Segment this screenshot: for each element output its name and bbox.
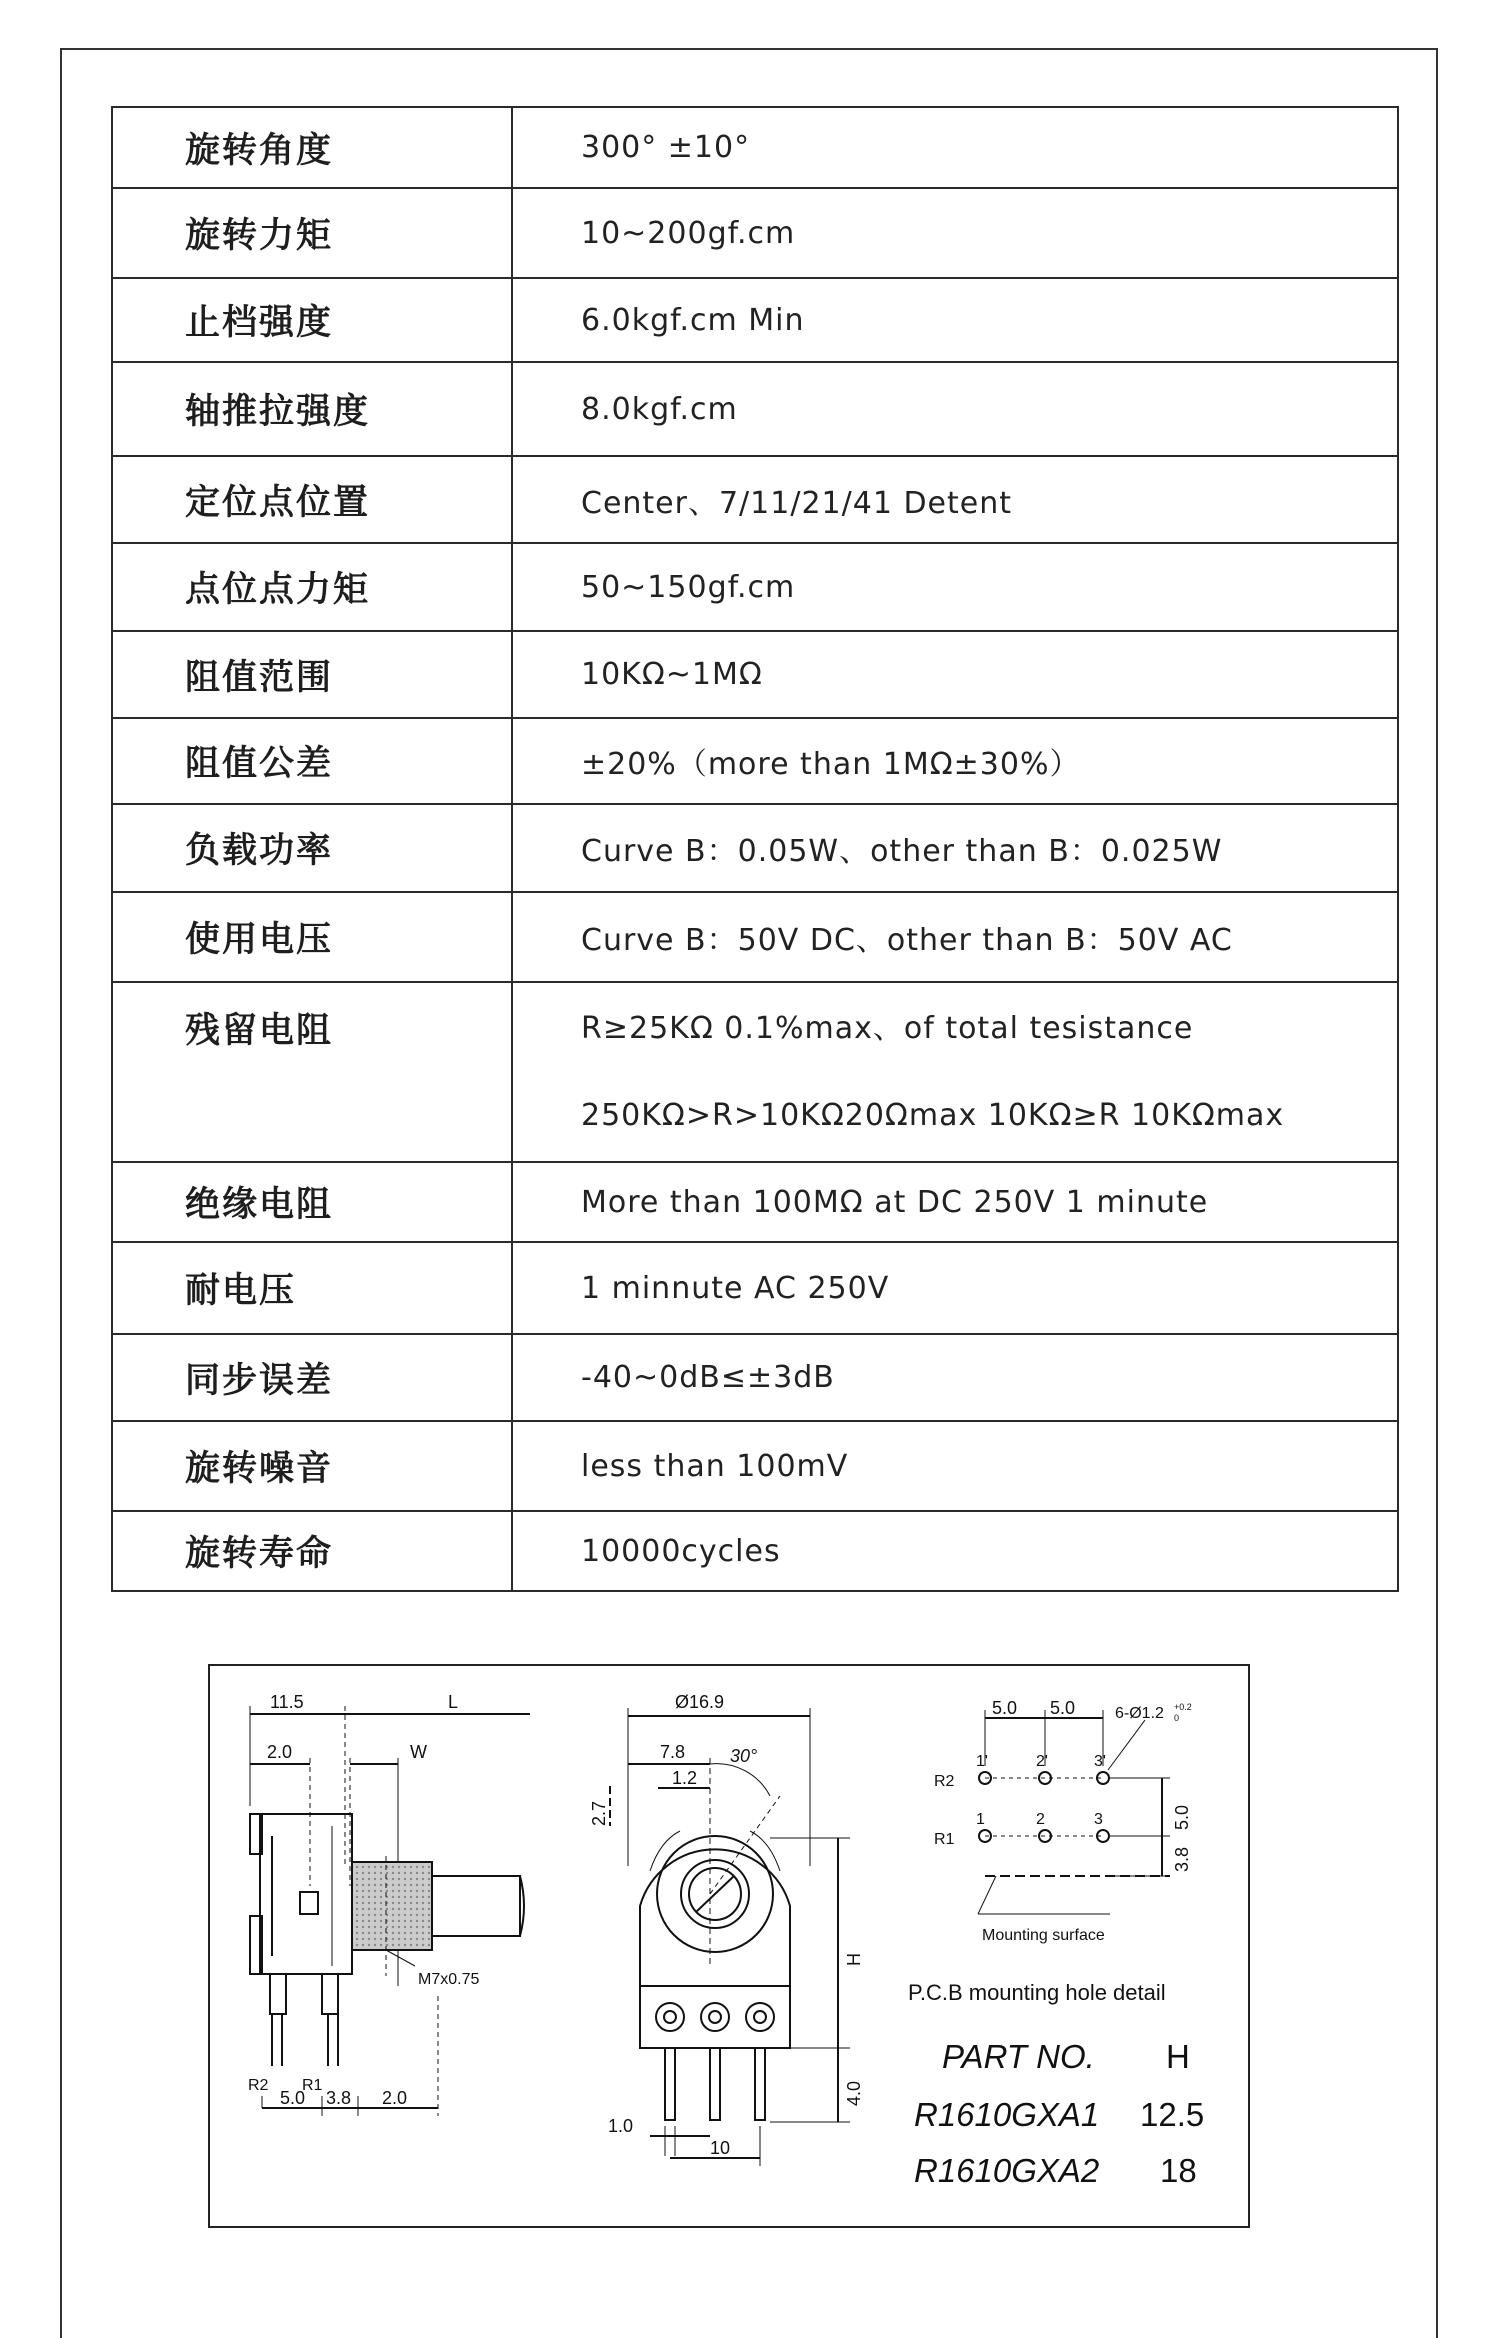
parts-header-h: H xyxy=(1166,2038,1190,2075)
dim-10: 10 xyxy=(710,2138,731,2158)
spec-value: Curve B：0.05W、other than B：0.025W xyxy=(512,804,1398,892)
spec-label: 旋转力矩 xyxy=(112,188,512,278)
parts-header-part: PART NO. xyxy=(942,2038,1095,2075)
spec-value: 300° ±10° xyxy=(512,107,1398,188)
spec-value-line: R≥25KΩ 0.1%max、of total tesistance xyxy=(581,1011,1194,1046)
pcb-dim-5-0b: 5.0 xyxy=(1050,1698,1076,1718)
spec-row xyxy=(112,456,1398,543)
spec-label: 旋转寿命 xyxy=(112,1511,512,1591)
pin-r2: R2 xyxy=(248,2077,269,2094)
pin-r1: R1 xyxy=(302,2077,323,2094)
dim-7-8: 7.8 xyxy=(660,1742,686,1762)
pcb-mount-label: Mounting surface xyxy=(982,1927,1105,1944)
pcb-dim-5-0: 5.0 xyxy=(992,1698,1018,1718)
dim-2-0-bottom: 2.0 xyxy=(382,2088,408,2108)
spec-value: 50~150gf.cm xyxy=(512,543,1398,631)
spec-row xyxy=(112,543,1398,631)
spec-row xyxy=(112,107,1398,188)
dim-h: H xyxy=(844,1953,864,1966)
pcb-p2: 2' xyxy=(1036,1753,1048,1770)
pcb-q2: 2 xyxy=(1036,1811,1045,1828)
spec-label: 旋转噪音 xyxy=(112,1421,512,1511)
spec-label: 使用电压 xyxy=(112,892,512,982)
spec-value: More than 100MΩ at DC 250V 1 minute xyxy=(512,1162,1398,1242)
pcb-q1: 1 xyxy=(976,1811,985,1828)
dim-thread: M7x0.75 xyxy=(418,1971,480,1988)
spec-label: 阻值公差 xyxy=(112,718,512,804)
pcb-tol-zero: 0 xyxy=(1174,1713,1180,1723)
dim-2-0: 2.0 xyxy=(267,1742,293,1762)
spec-value: Center、7/11/21/41 Detent xyxy=(512,456,1398,543)
spec-row xyxy=(112,1162,1398,1242)
dim-2-7: 2.7 xyxy=(589,1800,609,1826)
spec-value: 1 minnute AC 250V xyxy=(512,1242,1398,1334)
drawing-svg xyxy=(210,1666,1250,2228)
part-row-h: 18 xyxy=(1160,2152,1197,2189)
spec-value: ±20%（more than 1MΩ±30%） xyxy=(512,718,1398,804)
dim-angle: 30° xyxy=(730,1746,758,1766)
part-row-part: R1610GXA1 xyxy=(914,2096,1100,2133)
spec-row xyxy=(112,188,1398,278)
spec-label: 耐电压 xyxy=(112,1242,512,1334)
pcb-p3: 3' xyxy=(1094,1753,1106,1770)
spec-value: 10~200gf.cm xyxy=(512,188,1398,278)
spec-label: 旋转角度 xyxy=(112,107,512,188)
spec-table xyxy=(111,106,1399,1592)
dim-l: L xyxy=(448,1692,459,1712)
spec-label: 阻值范围 xyxy=(112,631,512,718)
spec-label: 定位点位置 xyxy=(112,456,512,543)
spec-row xyxy=(112,362,1398,456)
pcb-p1: 1' xyxy=(976,1753,988,1770)
dim-w: W xyxy=(410,1742,427,1762)
spec-label: 轴推拉强度 xyxy=(112,362,512,456)
spec-row xyxy=(112,982,1398,1162)
part-row-part: R1610GXA2 xyxy=(914,2152,1100,2189)
spec-value: less than 100mV xyxy=(512,1421,1398,1511)
spec-row xyxy=(112,804,1398,892)
spec-label: 绝缘电阻 xyxy=(112,1162,512,1242)
spec-row xyxy=(112,278,1398,362)
pcb-caption: P.C.B mounting hole detail xyxy=(908,1980,1166,2005)
technical-drawing xyxy=(208,1664,1250,2228)
pcb-holes: 6-Ø1.2 xyxy=(1115,1705,1164,1722)
spec-value: -40~0dB≤±3dB xyxy=(512,1334,1398,1421)
pcb-v2: 3.8 xyxy=(1172,1846,1192,1872)
spec-label: 残留电阻 xyxy=(112,982,512,1162)
dim-1-0: 1.0 xyxy=(608,2116,634,2136)
spec-row xyxy=(112,631,1398,718)
spec-row xyxy=(112,1334,1398,1421)
front-view xyxy=(610,1708,850,2166)
spec-row xyxy=(112,718,1398,804)
part-row-h: 12.5 xyxy=(1140,2096,1205,2133)
dim-3-8: 3.8 xyxy=(326,2088,352,2108)
spec-row xyxy=(112,1421,1398,1511)
spec-label: 负载功率 xyxy=(112,804,512,892)
spec-value: 10KΩ~1MΩ xyxy=(512,631,1398,718)
pcb-r2: R2 xyxy=(934,1773,955,1790)
spec-label: 点位点力矩 xyxy=(112,543,512,631)
dim-1-2: 1.2 xyxy=(672,1768,698,1788)
spec-row xyxy=(112,1511,1398,1591)
dim-11-5: 11.5 xyxy=(270,1692,304,1712)
pcb-hole-detail xyxy=(978,1710,1170,1914)
pcb-q3: 3 xyxy=(1094,1811,1103,1828)
pcb-v1: 5.0 xyxy=(1172,1804,1192,1830)
spec-label: 止档强度 xyxy=(112,278,512,362)
dim-4-0: 4.0 xyxy=(844,2080,864,2106)
side-view xyxy=(250,1706,530,2116)
spec-value: 8.0kgf.cm xyxy=(512,362,1398,456)
dim-5-0: 5.0 xyxy=(280,2088,306,2108)
spec-value: 6.0kgf.cm Min xyxy=(512,278,1398,362)
dim-dia: Ø16.9 xyxy=(675,1692,725,1712)
spec-value: Curve B：50V DC、other than B：50V AC xyxy=(512,892,1398,982)
spec-value-line: 250KΩ>R>10KΩ20Ωmax 10KΩ≥R 10KΩmax xyxy=(581,1098,1285,1133)
spec-row xyxy=(112,892,1398,982)
pcb-tol-plus: +0.2 xyxy=(1174,1702,1192,1712)
spec-label: 同步误差 xyxy=(112,1334,512,1421)
spec-value: 10000cycles xyxy=(512,1511,1398,1591)
spec-row xyxy=(112,1242,1398,1334)
pcb-r1: R1 xyxy=(934,1831,955,1848)
spec-value-multiline xyxy=(512,982,1398,1162)
